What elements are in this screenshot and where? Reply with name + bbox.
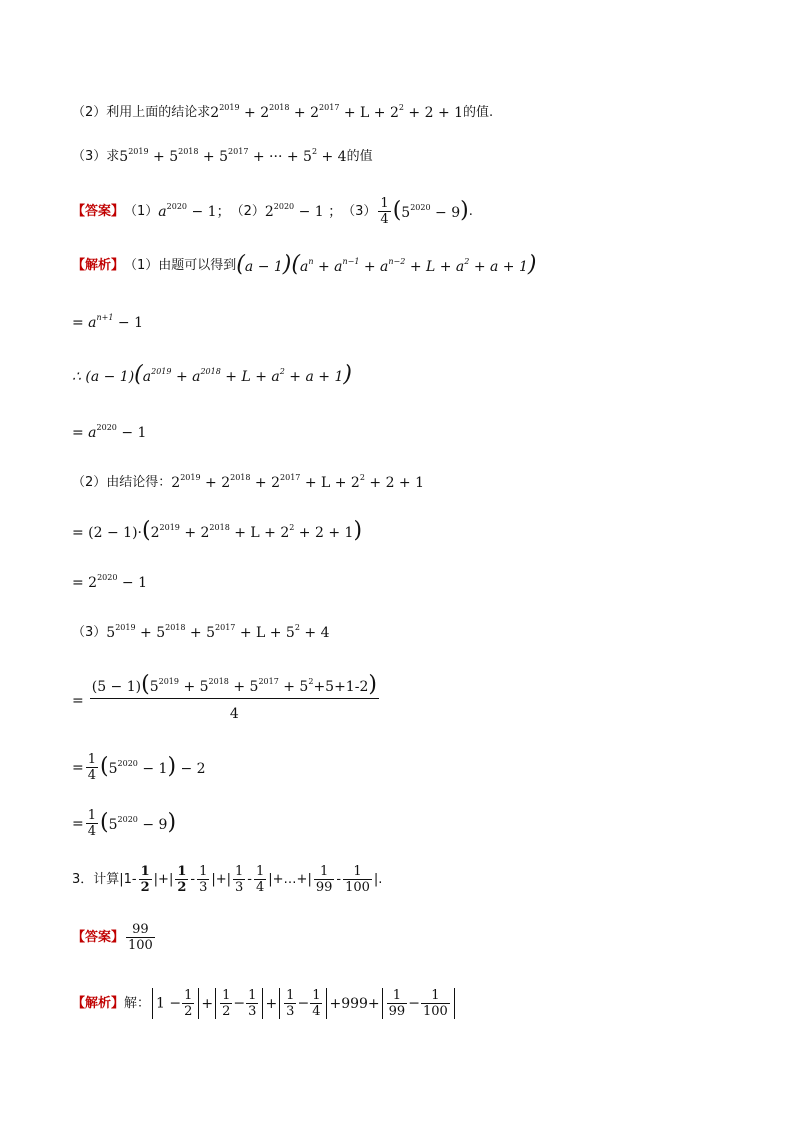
- absolute-value: 1 − $\frac{1}{2}$: [152, 988, 199, 1019]
- answer-tag: 【答案】: [72, 929, 125, 945]
- solution-3-intro: （3） $5^{2019} + 5^{2018} + 5^{2017} + L + 5^2 + 4$: [72, 623, 330, 641]
- absolute-value: $\frac{1}{99}$ − $\frac{1}{100}$: [382, 988, 455, 1019]
- answer-1-line: 【答案】 （1） $a^{2020} - 1$； （2） $2^{2020} - 1$ ； （3） $\frac{1}{4}$ $(5^{2020} - 9)$ .: [72, 196, 473, 227]
- question-2-line: （2）利用上面的结论求 $2^{2019} + 2^{2018} + 2^{2017} + L + 2^2 + 2 + 1$ 的值.: [72, 103, 494, 121]
- solution-1-step-3: ∴ $(a - 1)(a^{2019} + a^{2018} + L + a^2 + a + 1)$: [72, 362, 352, 387]
- solution-1-step-4: = $a^{2020} - 1$: [72, 423, 147, 441]
- absolute-value: $\frac{1}{3}$ − $\frac{1}{4}$: [279, 988, 327, 1019]
- math-expression: $5^{2019} + 5^{2018} + 5^{2017}$ + ··· + $5^2 + 4$: [119, 147, 347, 165]
- question-3-calc: 3．计算|1- $\frac{1}{2}$ |+| $\frac{1}{2}$ - $\frac{1}{3}$ |+| $\frac{1}{3}$ - $\frac{1}{4}$ |+…+| $\frac{1}{99}$ - $\frac{1}{100}$ |.: [72, 864, 383, 895]
- fraction: $\frac{1}{4}$: [87, 808, 97, 839]
- solution-1-intro: 【解析】 （1）由题可以得到 $(a - 1)(a^n + a^{n-1} + a^{n-2} + L + a^2 + a + 1)$: [72, 252, 537, 277]
- math-expression: $2^{2019} + 2^{2018} + 2^{2017} + L + 2^2 + 2 + 1$: [210, 103, 464, 121]
- question-3-line: （3）求 $5^{2019} + 5^{2018} + 5^{2017}$ + ··· + $5^2 + 4$ 的值: [72, 147, 373, 165]
- solution-2-step-3: = $2^{2020} - 1$: [72, 573, 147, 591]
- solution-3-step-4: = $\frac{1}{4}$ $(5^{2020} - 9)$: [72, 808, 177, 839]
- solution-3-step-2: = $\frac{(5 - 1)(5^{2019} + 5^{2018} + 5^{2017} + 5^2+5+1-2)}{4}$: [72, 676, 379, 725]
- solution-3-step-3: = $\frac{1}{4}$ $(5^{2020} - 1) - 2$: [72, 752, 206, 783]
- fraction: $\frac{1}{4}$: [380, 196, 389, 227]
- solution-1-step-2: = $a^{n+1} - 1$: [72, 313, 144, 331]
- analysis-tag: 【解析】: [72, 258, 125, 273]
- solution-2-step-2: = $(2 - 1)\cdot(2^{2019} + 2^{2018} + L + 2^2 + 2 + 1)$: [72, 518, 363, 543]
- solution-2-intro: （2）由结论得： $2^{2019} + 2^{2018} + 2^{2017} + L + 2^2 + 2 + 1$: [72, 473, 425, 491]
- absolute-value: $\frac{1}{2}$ − $\frac{1}{3}$: [215, 988, 263, 1019]
- analysis-tag: 【解析】: [72, 995, 125, 1011]
- fraction: $\frac{99}{100}$: [128, 922, 153, 953]
- solution-4-line: 【解析】 解： 1 − $\frac{1}{2}$ + $\frac{1}{2}$ − $\frac{1}{3}$ + $\frac{1}{3}$ − $\frac{1}{4}$ +999+ $\frac{1}{99}$ − $\frac{1}{100}$: [72, 988, 457, 1019]
- big-fraction: $\frac{(5 - 1)(5^{2019} + 5^{2018} + 5^{2017} + 5^2+5+1-2)}{4}$: [90, 676, 379, 725]
- answer-tag: 【答案】: [72, 203, 125, 219]
- answer-3-line: [72, 922, 157, 953]
- fraction: $\frac{1}{4}$: [87, 752, 97, 783]
